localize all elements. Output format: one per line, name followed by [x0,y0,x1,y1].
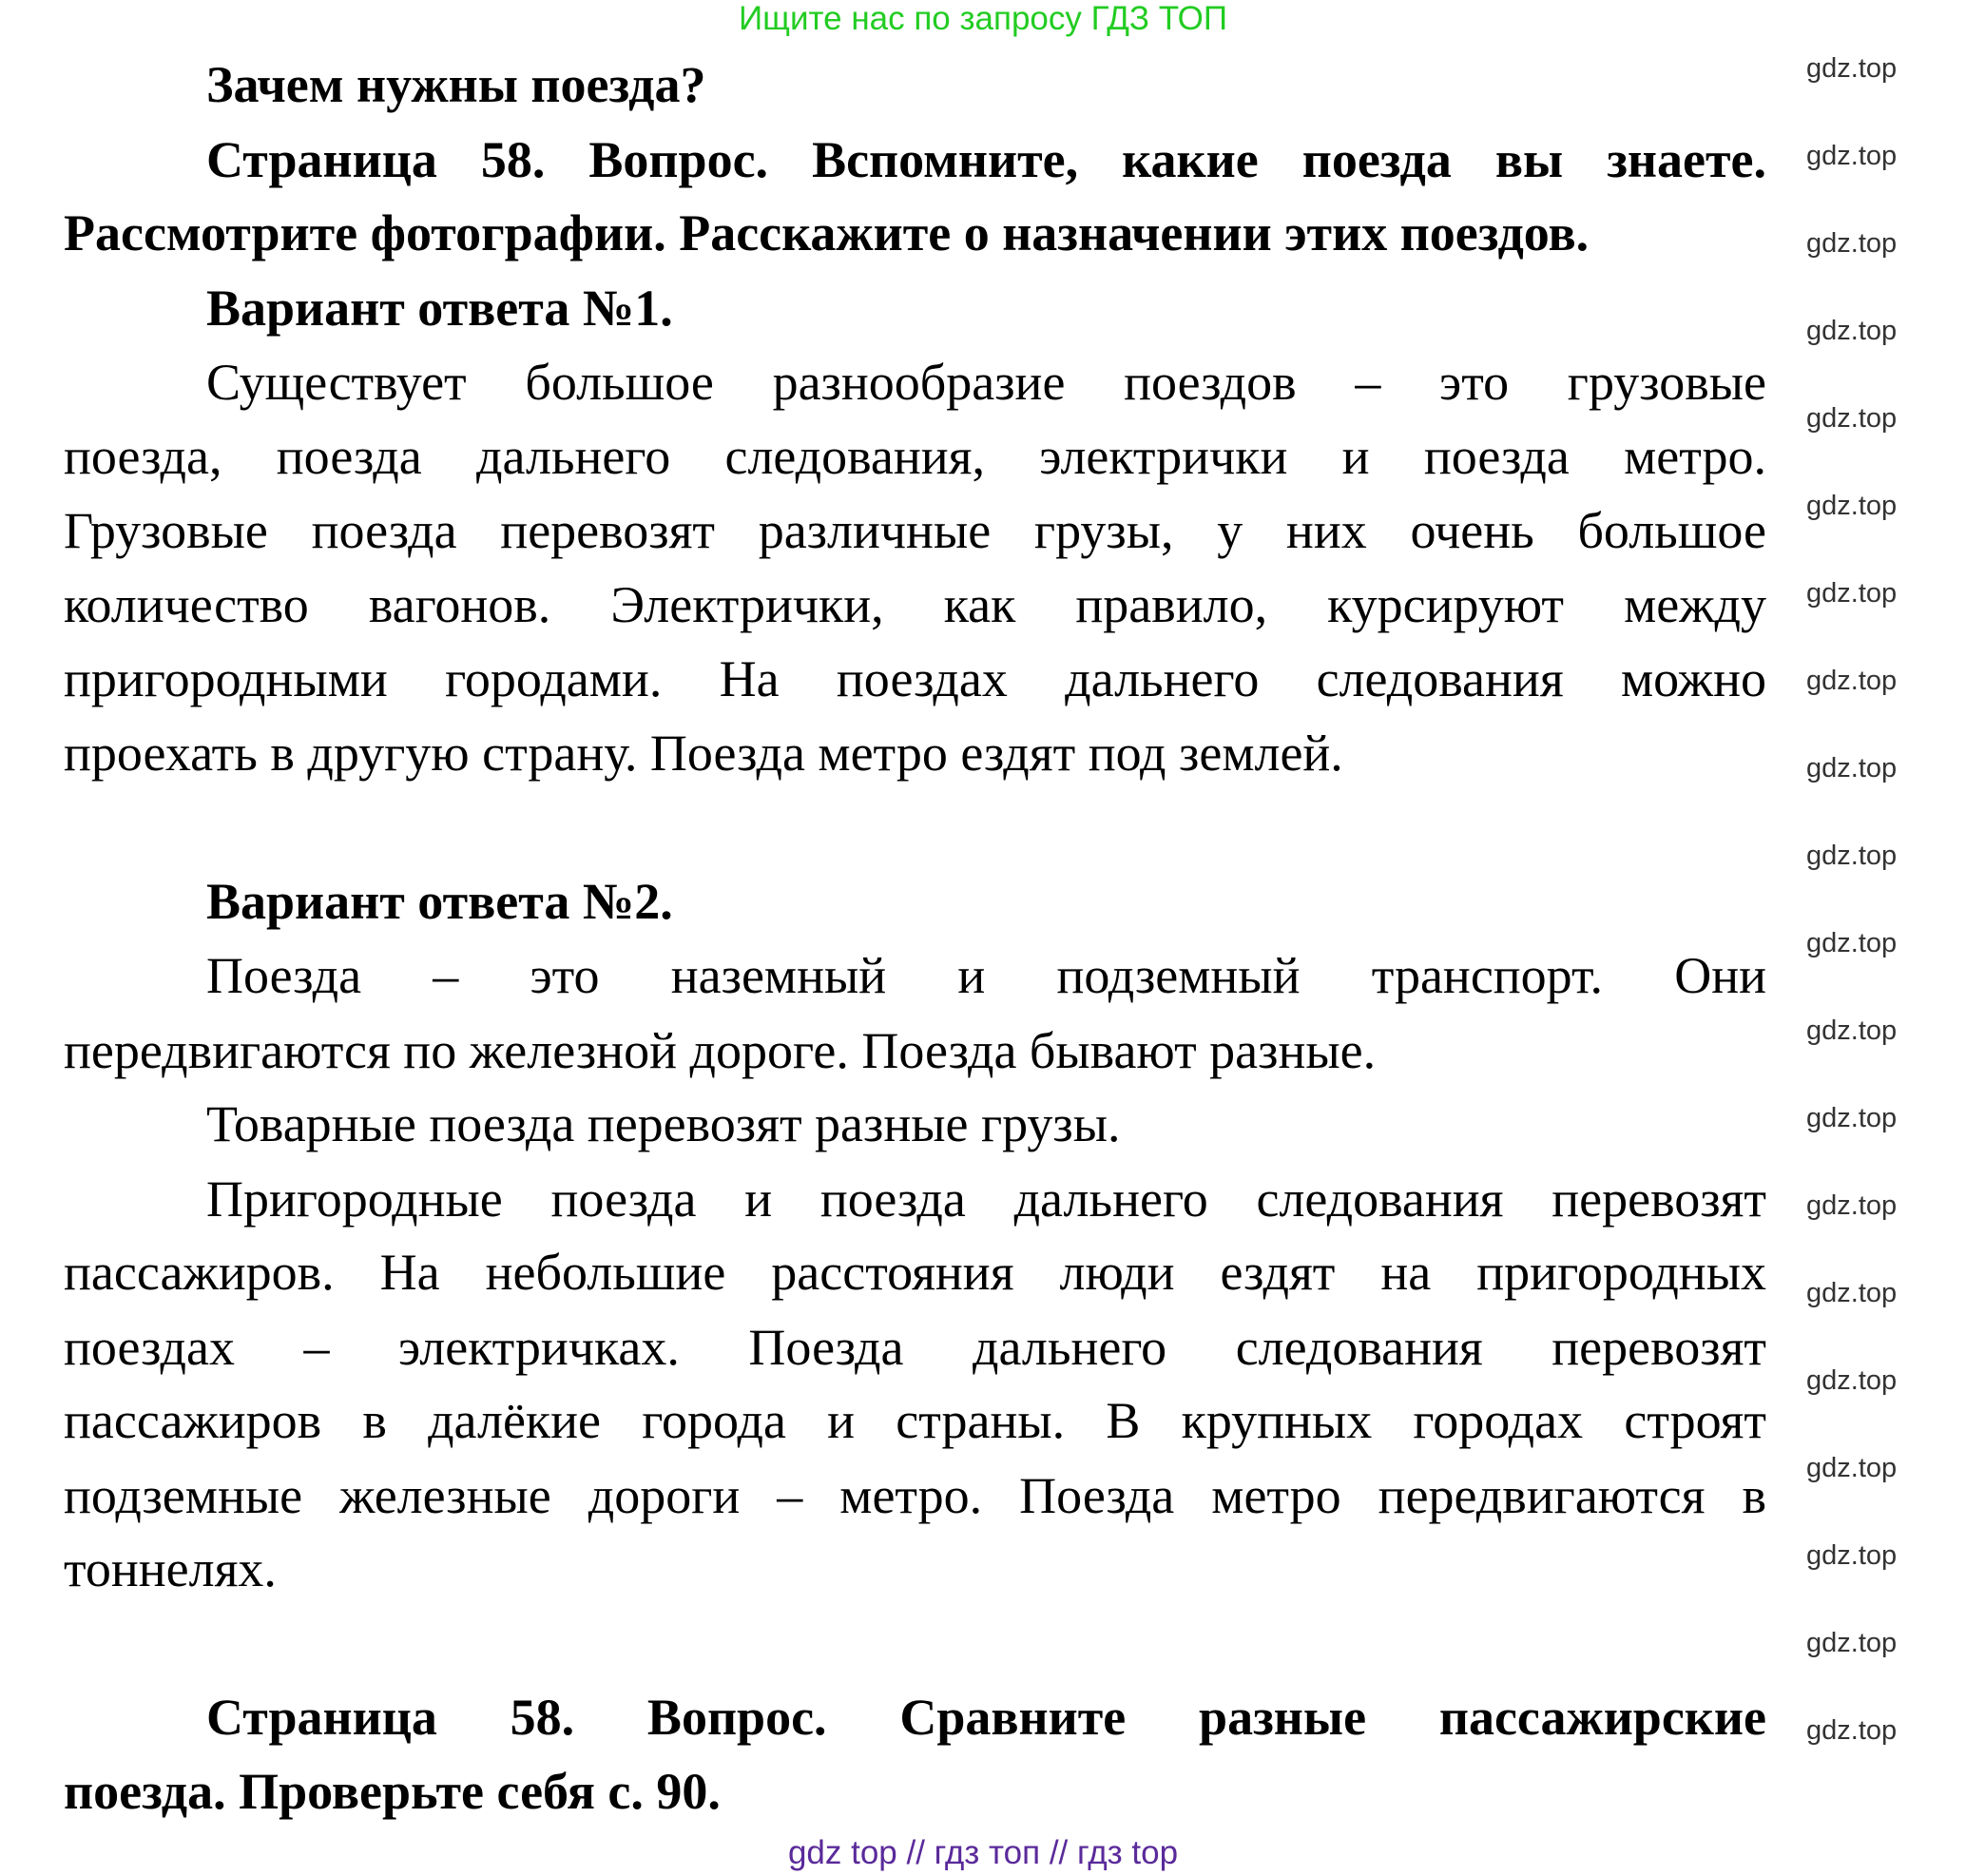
answer-2-line: тоннелях. [64,1540,277,1597]
watermark: gdz.top [1806,1015,1898,1046]
watermark: gdz.top [1806,403,1898,434]
answer-1-line: поезда, поезда дальнего следования, электрички и поезда метро. [64,428,1766,485]
watermark: gdz.top [1806,53,1898,84]
watermark: gdz.top [1806,928,1898,958]
watermark: gdz.top [1806,228,1898,259]
watermark: gdz.top [1806,1540,1898,1571]
watermark: gdz.top [1806,1715,1898,1746]
answer-1-line: проехать в другую страну. Поезда метро ездят под землей. [64,725,1343,782]
footer-links[interactable]: gdz top // гдз топ // гдз top [787,1834,1179,1871]
answer-2-line: Товарные поезда перевозят разные грузы. [206,1095,1121,1152]
section-title: Зачем нужны поезда? [206,56,706,113]
answer-variant-2-heading: Вариант ответа №2. [206,873,673,930]
search-banner[interactable]: Ищите нас по запросу ГДЗ ТОП [739,0,1227,37]
answer-1-line: количество вагонов. Электрички, как правило, курсируют между [64,576,1766,633]
watermark: gdz.top [1806,491,1898,521]
answer-1-line: Существует большое разнообразие поездов – это грузовые [206,354,1766,411]
watermark: gdz.top [1806,1453,1898,1483]
watermark: gdz.top [1806,1278,1898,1308]
answer-2-line: поездах – электричках. Поезда дальнего следования перевозят [64,1319,1766,1376]
answer-2-line: пассажиров. На небольшие расстояния люди ездят на пригородных [64,1244,1766,1301]
answer-2-line: передвигаются по железной дороге. Поезда бывают разные. [64,1022,1377,1079]
watermark: gdz.top [1806,578,1898,609]
answer-variant-1-heading: Вариант ответа №1. [206,280,673,337]
watermark: gdz.top [1806,316,1898,346]
answer-2-line: Поезда – это наземный и подземный транспорт. Они [206,947,1766,1004]
watermark: gdz.top [1806,1628,1898,1658]
watermark: gdz.top [1806,841,1898,871]
answer-2-line: подземные железные дороги – метро. Поезда метро передвигаются в [64,1467,1766,1524]
watermark: gdz.top [1806,1365,1898,1396]
watermark: gdz.top [1806,141,1898,171]
answer-1-line: Грузовые поезда перевозят различные грузы, у них очень большое [64,502,1766,559]
answer-2-line: Пригородные поезда и поезда дальнего следования перевозят [206,1170,1766,1228]
watermark: gdz.top [1806,666,1898,696]
answer-1-line: пригородными городами. На поездах дальнего следования можно [64,650,1766,707]
question-heading-line: поезда. Проверьте себя с. 90. [64,1763,721,1820]
question-heading-line: Страница 58. Вопрос. Вспомните, какие поезда вы знаете. [206,131,1766,188]
watermark: gdz.top [1806,753,1898,783]
answer-2-line: пассажиров в далёкие города и страны. В крупных городах строят [64,1392,1766,1449]
question-heading-line: Страница 58. Вопрос. Сравните разные пассажирские [206,1689,1766,1746]
watermark: gdz.top [1806,1190,1898,1221]
watermark: gdz.top [1806,1103,1898,1133]
question-heading-line: Рассмотрите фотографии. Расскажите о назначении этих поездов. [64,204,1590,261]
